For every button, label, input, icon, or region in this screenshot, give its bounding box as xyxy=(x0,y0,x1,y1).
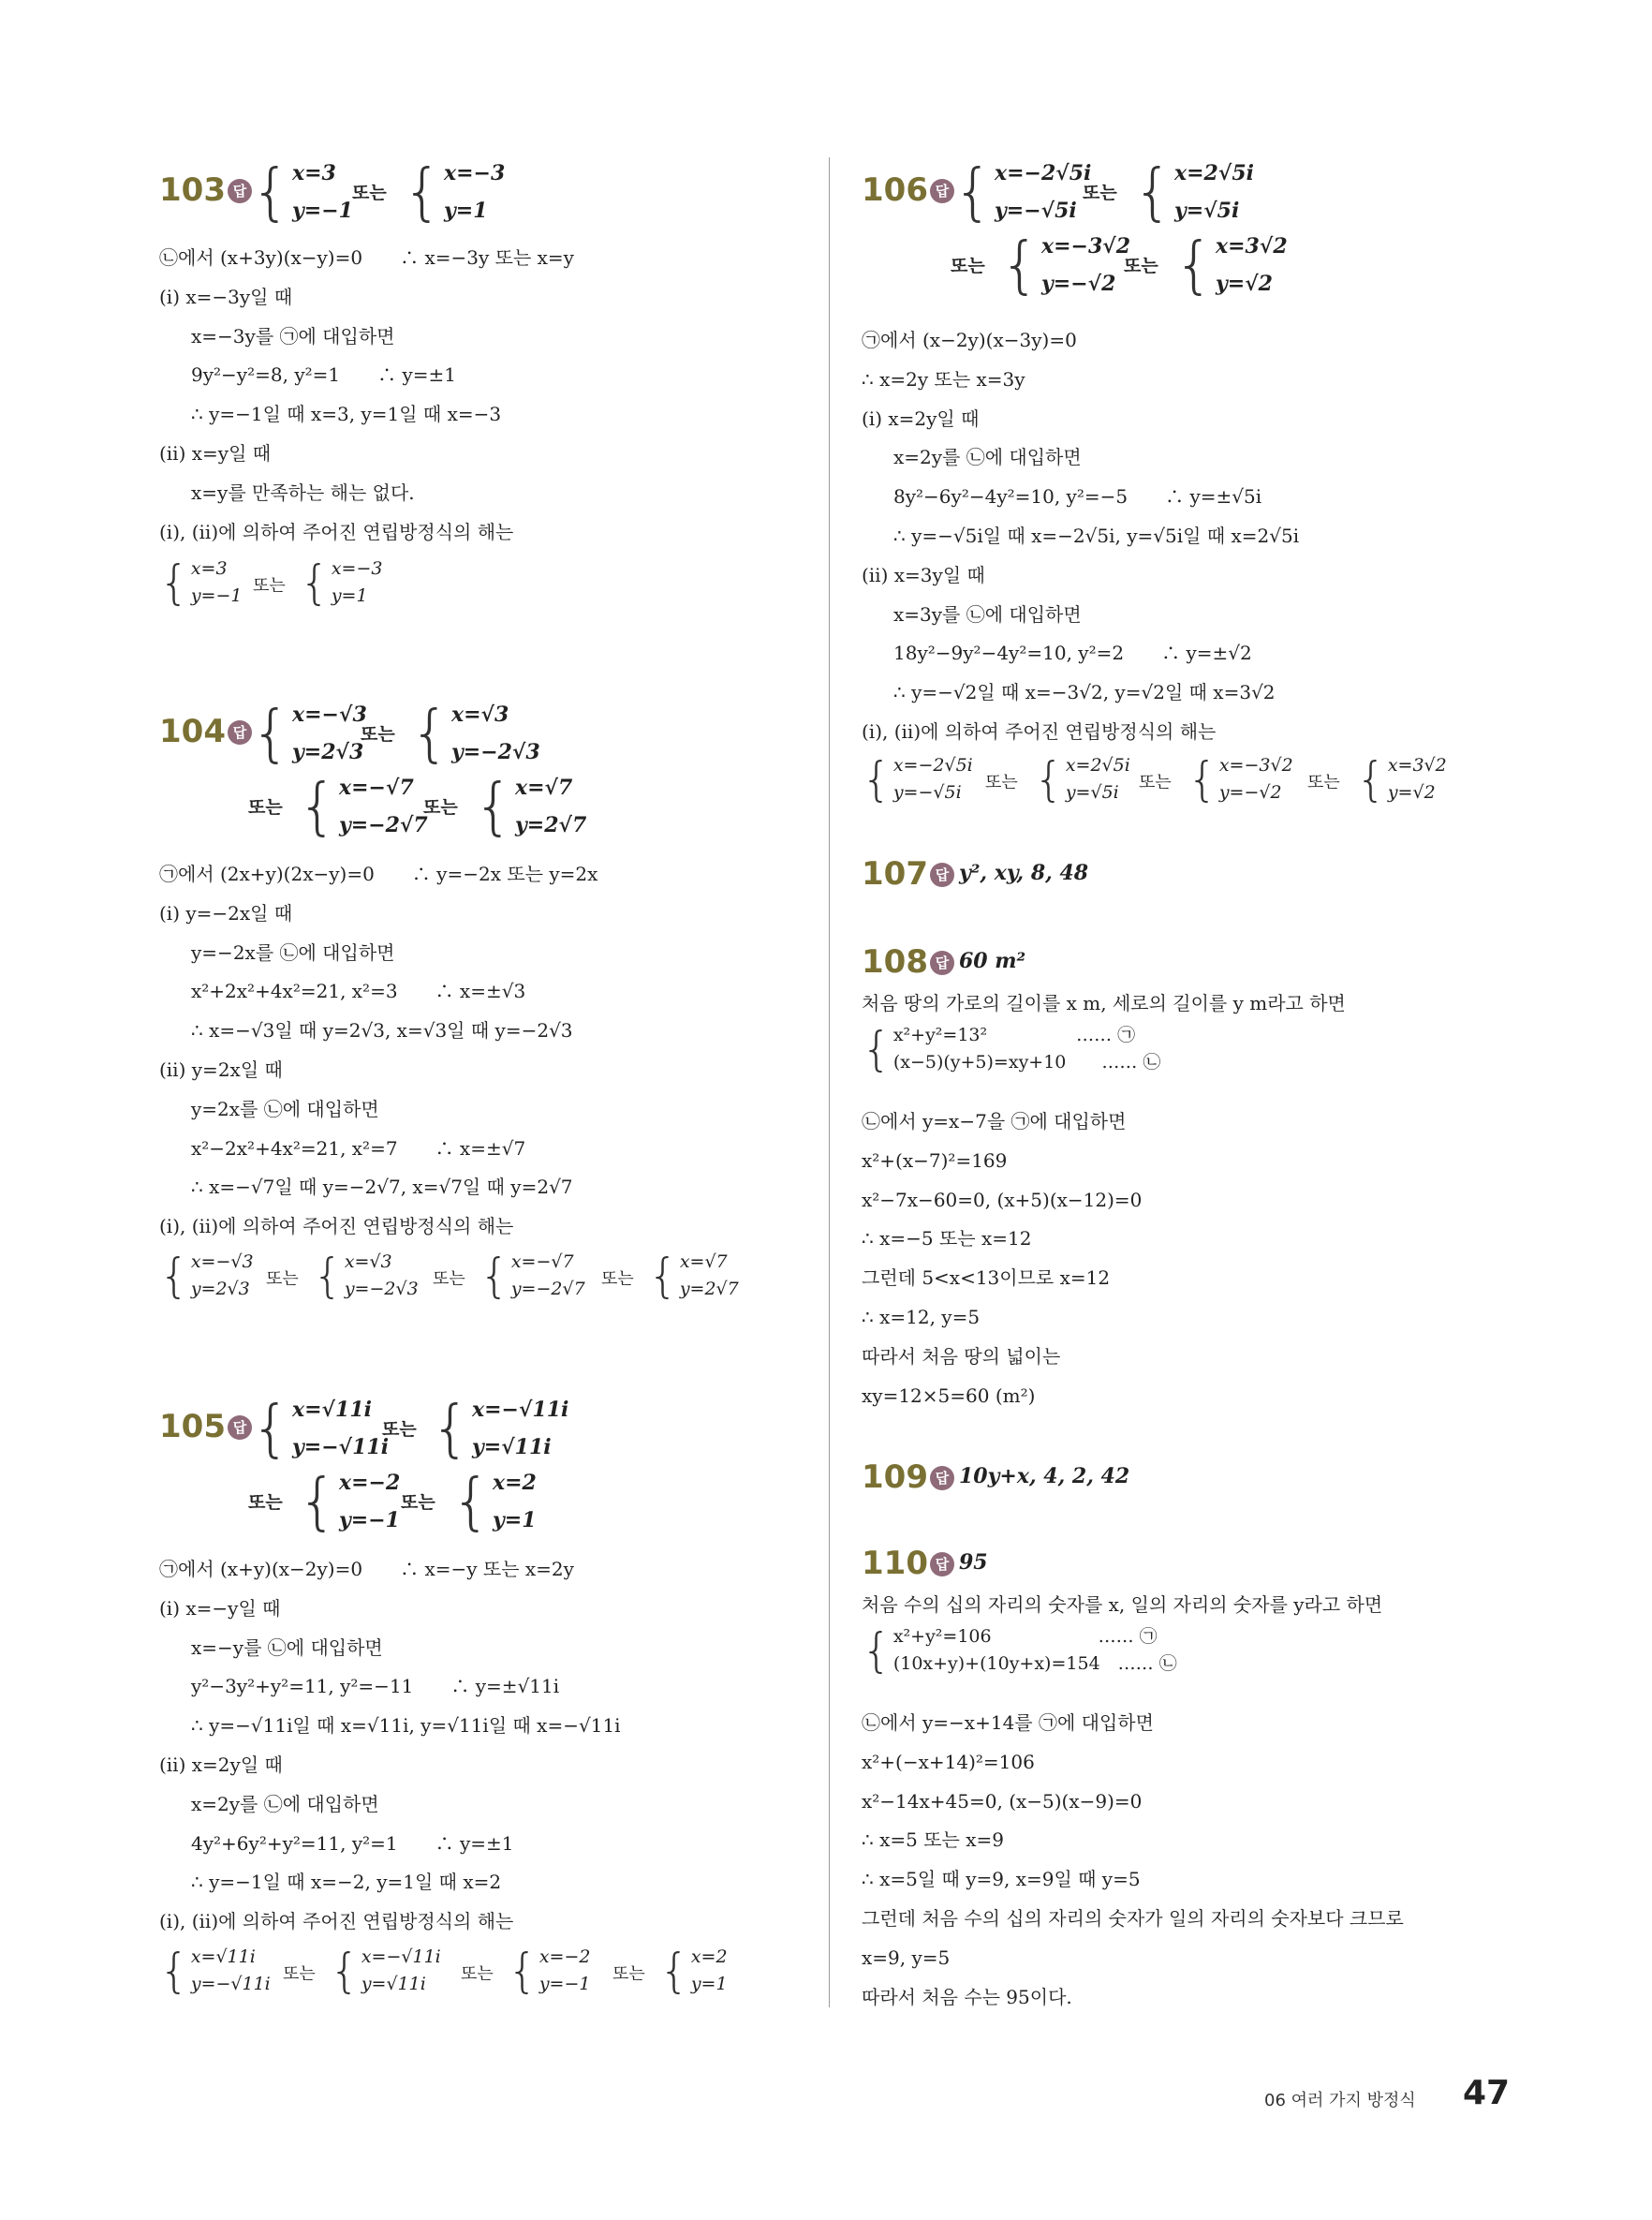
or-label: 또는 xyxy=(985,773,1018,792)
or-label: 또는 xyxy=(248,1492,283,1513)
answer-badge: 답 xyxy=(930,1466,954,1490)
answer-text: 95 xyxy=(959,1550,988,1575)
final-system: { x=−3 y=1 xyxy=(300,555,383,610)
equation-system: { x²+y²=13² …… ㉠ (x−5)(y+5)=xy+10 …… ㉡ xyxy=(862,1022,1161,1076)
final-system: { x=−√7 y=−2√7 xyxy=(479,1249,585,1303)
solution-text: ㉠에서 (x+y)(x−2y)=0 ∴ x=−y 또는 x=2y (ⅰ) x=−y일 때 x=−y를 ㉡에 대입하면 y²−3y²+y²=11, y²=−11 ∴ y=±√11i ∴ y=−√11i일 때 x=√11i, y=√11i일 때 x=−√11i (ⅱ) x=2y일 때 x=2y를 ㉡에 대입하면 4y²+6y²+y²=11, y²=1 ∴ y=±1 ∴ y=−1일 때 x=−2, y=1일 때 x=2 (ⅰ), (ⅱ)에 의하여 주어진 연립방정식의 해는 xyxy=(159,1558,621,1933)
final-system: { x=√11i y=−√11i xyxy=(159,1944,271,1998)
solution-text: ㉠에서 (2x+y)(2x−y)=0 ∴ y=−2x 또는 y=2x (ⅰ) y=−2x일 때 y=−2x를 ㉡에 대입하면 x²+2x²+4x²=21, x²=3 ∴ x=±√3 ∴ x=−√3일 때 y=2√3, x=√3일 때 y=−2√3 (ⅱ) y=2x일 때 y=2x를 ㉡에 대입하면 x²−2x²+4x²=21, x²=7 ∴ x=±√7 ∴ x=−√7일 때 y=−2√7, x=√7일 때 y=2√7 (ⅰ), (ⅱ)에 의하여 주어진 연립방정식의 해는 xyxy=(159,863,598,1238)
final-system: { x=3√2 y=√2 xyxy=(1356,752,1447,807)
problem-number: 107 xyxy=(862,855,928,893)
or-label: 또는 xyxy=(361,724,395,745)
answer-system: { x=√11i y=−√11i xyxy=(251,1392,390,1464)
or-label: 또는 xyxy=(1307,773,1340,792)
answer-system: { x=−√7 y=−2√7 xyxy=(298,770,428,842)
answer-system: { x=−√11i y=√11i xyxy=(431,1392,569,1464)
problem-number: 103 xyxy=(159,171,226,209)
solution-text: ㉠에서 (x−2y)(x−3y)=0 ∴ x=2y 또는 x=3y (ⅰ) x=2y일 때 x=2y를 ㉡에 대입하면 8y²−6y²−4y²=10, y²=−5 ∴ y=±√5i ∴ y=−√5i일 때 x=−2√5i, y=√5i일 때 x=2√5i (ⅱ) x=3y일 때 x=3y를 ㉡에 대입하면 18y²−9y²−4y²=10, y²=2 ∴ y=±√2 ∴ y=−√2일 때 x=−3√2, y=√2일 때 x=3√2 (ⅰ), (ⅱ)에 의하여 주어진 연립방정식의 해는 xyxy=(862,329,1300,743)
or-label: 또는 xyxy=(1124,256,1158,276)
column-divider xyxy=(829,157,830,2007)
answer-badge: 답 xyxy=(228,720,252,745)
answer-system: { x=2 y=1 xyxy=(451,1465,537,1537)
answer-badge: 답 xyxy=(930,863,954,887)
or-label: 또는 xyxy=(266,1269,299,1289)
answer-system: { x=2√5i y=√5i xyxy=(1133,155,1254,228)
answer-text: 60 m² xyxy=(959,949,1026,973)
answer-system: { x=√7 y=2√7 xyxy=(474,770,587,842)
problem-number: 106 xyxy=(862,171,928,209)
solution-text: 처음 땅의 가로의 길이를 x m, 세로의 길이를 y m라고 하면 xyxy=(862,992,1346,1014)
problem-number: 109 xyxy=(862,1458,928,1496)
answer-system: { x=−3√2 y=−√2 xyxy=(1000,229,1131,301)
equation-system: { x²+y²=106 …… ㉠ (10x+y)+(10y+x)=154 …… ㉡ xyxy=(862,1623,1177,1678)
final-system: { x=−√3 y=2√3 xyxy=(159,1249,254,1303)
answer-text: y², xy, 8, 48 xyxy=(959,861,1089,885)
final-system: { x=−√11i y=√11i xyxy=(330,1944,441,1998)
or-label: 또는 xyxy=(401,1492,435,1513)
final-system: { x=2√5i y=√5i xyxy=(1034,752,1130,807)
or-label: 또는 xyxy=(1139,773,1172,792)
answer-system: { x=√3 y=−2√3 xyxy=(410,697,540,769)
or-label: 또는 xyxy=(1083,183,1117,203)
final-system: { x=−2 y=−1 xyxy=(508,1944,591,1998)
page-number: 47 xyxy=(1463,2074,1511,2112)
answer-system: { x=3 y=−1 xyxy=(251,155,353,228)
answer-badge: 답 xyxy=(930,951,954,975)
final-system: { x=2 y=1 xyxy=(659,1944,728,1998)
or-label: 또는 xyxy=(433,1269,465,1289)
answer-system: { x=−√3 y=2√3 xyxy=(251,697,367,769)
solution-text: ㉡에서 (x+3y)(x−y)=0 ∴ x=−3y 또는 x=y (ⅰ) x=−3y일 때 x=−3y를 ㉠에 대입하면 9y²−y²=8, y²=1 ∴ y=±1 ∴ y=−1일 때 x=3, y=1일 때 x=−3 (ⅱ) x=y일 때 x=y를 만족하는 해는 없다. (ⅰ), (ⅱ)에 의하여 주어진 연립방정식의 해는 xyxy=(159,246,574,543)
final-system: { x=3 y=−1 xyxy=(159,555,243,610)
final-system: { x=√7 y=2√7 xyxy=(648,1249,739,1303)
answer-system: { x=3√2 y=√2 xyxy=(1174,229,1288,301)
problem-number: 104 xyxy=(159,713,226,750)
problem-number: 110 xyxy=(862,1545,928,1582)
solution-text: 처음 수의 십의 자리의 숫자를 x, 일의 자리의 숫자를 y라고 하면 xyxy=(862,1593,1383,1616)
answer-badge: 답 xyxy=(228,1415,252,1440)
or-label: 또는 xyxy=(283,1964,316,1984)
solution-text-continued: ㉡에서 y=−x+14를 ㉠에 대입하면 x²+(−x+14)²=106 x²−14x+45=0, (x−5)(x−9)=0 ∴ x=5 또는 x=9 ∴ x=5일 때 y=9, x=9일 때 y=5 그런데 처음 수의 십의 자리의 숫자가 일의 자리의 숫자보다 크므로 x=9, y=5 따라서 처음 수는 95이다. xyxy=(862,1711,1404,2008)
answer-system: { x=−2 y=−1 xyxy=(298,1465,401,1537)
or-label: 또는 xyxy=(951,256,985,276)
answer-badge: 답 xyxy=(930,1552,954,1576)
or-label: 또는 xyxy=(601,1269,634,1289)
answer-system: { x=−2√5i y=−√5i xyxy=(953,155,1092,228)
or-label: 또는 xyxy=(352,183,387,203)
final-system: { x=√3 y=−2√3 xyxy=(313,1249,419,1303)
problem-number: 105 xyxy=(159,1408,226,1445)
final-system: { x=−2√5i y=−√5i xyxy=(862,752,973,807)
or-label: 또는 xyxy=(382,1419,417,1440)
problem-number: 108 xyxy=(862,943,928,981)
or-label: 또는 xyxy=(461,1964,494,1984)
or-label: 또는 xyxy=(253,576,286,596)
solution-text-continued: ㉡에서 y=x−7을 ㉠에 대입하면 x²+(x−7)²=169 x²−7x−60=0, (x+5)(x−12)=0 ∴ x=−5 또는 x=12 그런데 5<x<13이므로 x=12 ∴ x=12, y=5 따라서 처음 땅의 넓이는 xy=12×5=60 (m²) xyxy=(862,1110,1143,1407)
answer-text: 10y+x, 4, 2, 42 xyxy=(959,1464,1130,1488)
answer-system: { x=−3 y=1 xyxy=(403,155,506,228)
answer-badge: 답 xyxy=(930,179,954,203)
or-label: 또는 xyxy=(612,1964,645,1984)
final-system: { x=−3√2 y=−√2 xyxy=(1187,752,1293,807)
answer-badge: 답 xyxy=(228,179,252,203)
chapter-footer: 06 여러 가지 방정식 xyxy=(1264,2091,1416,2110)
or-label: 또는 xyxy=(423,797,458,818)
or-label: 또는 xyxy=(248,797,283,818)
